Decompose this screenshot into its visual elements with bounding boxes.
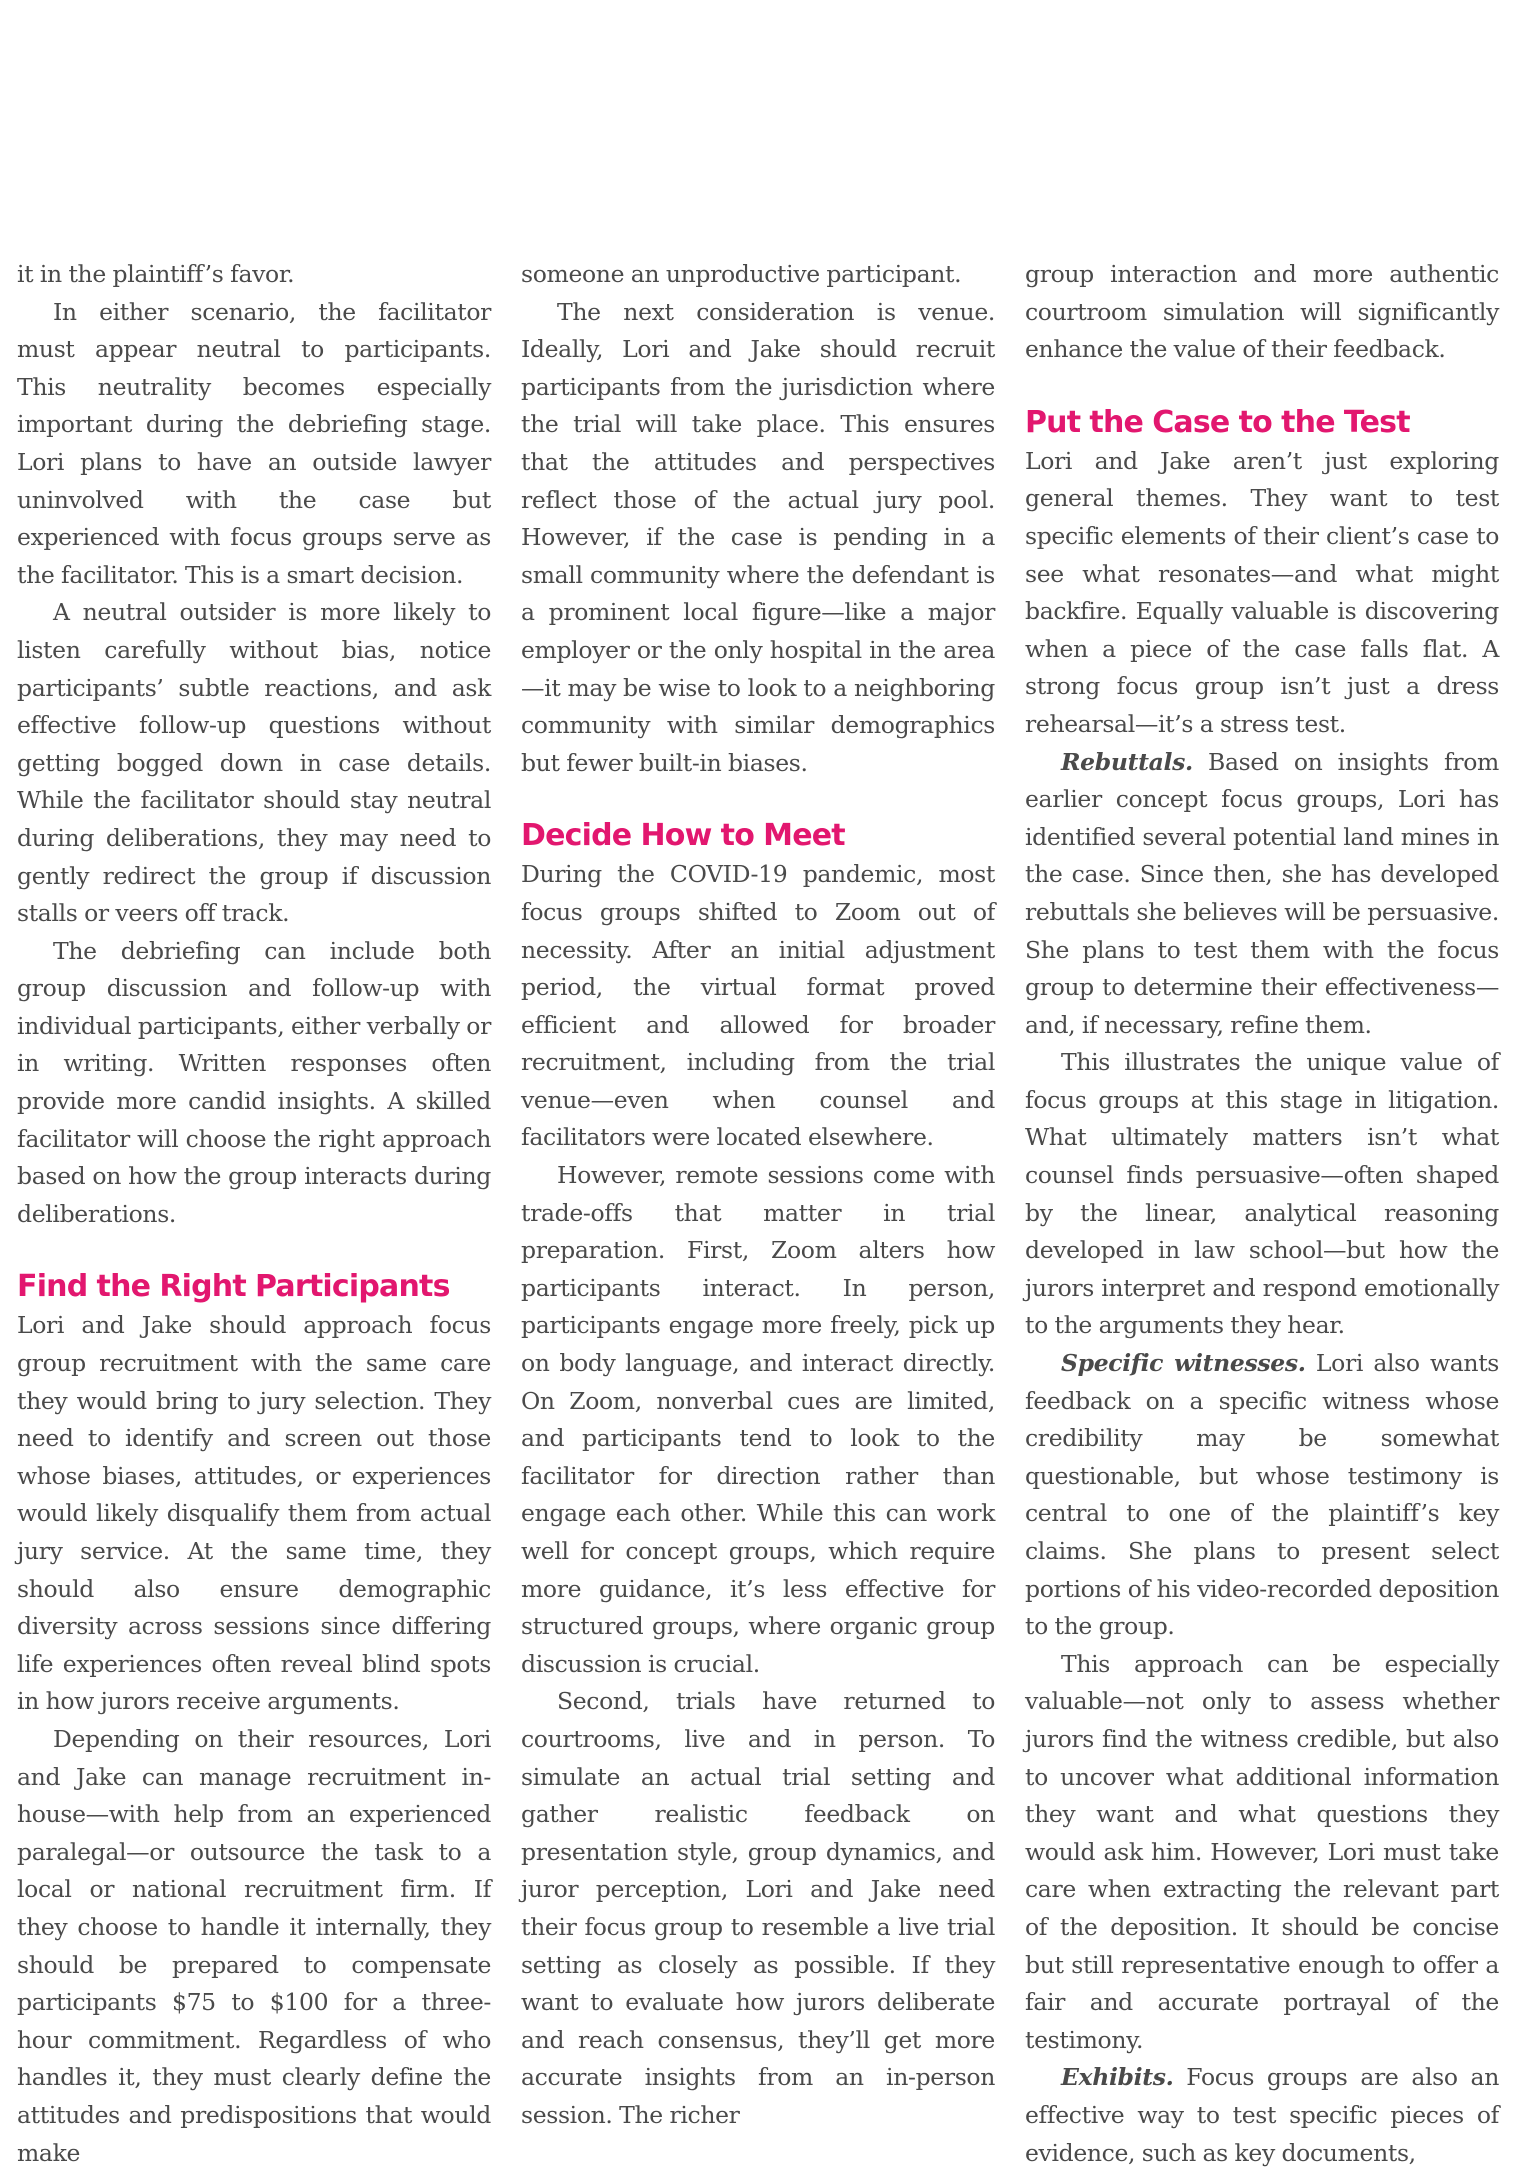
paragraph: This approach can be especially valuable—not only to assess whether jurors find the witness credible, but also to uncover what additional information they want and what questions they would ask him. However, Lori must take care when extracting the relevant part of the deposition. It should be concise but still representative enough to offer a fair and accurate portrayal of the testimony. [1025, 1649, 1499, 2054]
paragraph: During the COVID-19 pandemic, most focus groups shifted to Zoom out of necessity. After an initial adjustment period, the virtual format proved efficient and allowed for broader recruitment, including from the trial venue—even when counsel and facilitators were located elsewhere. [521, 860, 995, 1152]
section-heading: Decide How to Meet [521, 818, 845, 854]
article-column-3 [1025, 256, 1499, 2172]
run-in-heading: Exhibits. [1061, 2063, 1174, 2092]
paragraph: someone an unproductive participant. [521, 260, 962, 288]
paragraph [1025, 744, 1499, 1045]
paragraph: it in the plaintiff’s favor. [17, 260, 295, 288]
section-heading: Find the Right Participants [17, 1269, 450, 1305]
paragraph: The debriefing can include both group discussion and follow-up with individual participants, either verbally or in writing. Written responses often provide more candid insights. A skilled facilitator will choose the right approach based on how the group interacts during deliberations. [17, 936, 491, 1228]
paragraph: This illustrates the unique value of focus groups at this stage in litigation. What ultimately matters isn’t what counsel finds persuasive—often shaped by the linear, analytical reasoning developed in law school—but how the jurors interpret and respond emotionally to the arguments they hear. [1025, 1048, 1499, 1340]
paragraph: In either scenario, the facilitator must appear neutral to participants. This neutrality becomes especially important during the debriefing stage. Lori plans to have an outside lawyer uninvolved with the case but experienced with focus groups serve as the facilitator. This is a smart decision. [17, 297, 491, 589]
paragraph: Lori and Jake should approach focus group recruitment with the same care they would bring to jury selection. They need to identify and screen out those whose biases, attitudes, or experiences would likely disqualify them from actual jury service. At the same time, they should also ensure demographic diversity across sessions since differing life experiences often reveal blind spots in how jurors receive arguments. [17, 1311, 491, 1716]
paragraph: Depending on their resources, Lori and Jake can manage recruitment in-house—with help from an experienced paralegal—or outsource the task to a local or national recruitment firm. If they choose to handle it internally, they should be prepared to compensate participants $75 to $100 for a three-hour commitment. Regardless of who handles it, they must clearly define the attitudes and predispositions that would make [17, 1724, 491, 2167]
paragraph: group interaction and more authentic courtroom simulation will significantly enhance the value of their feedback. [1025, 260, 1499, 364]
paragraph-text: Lori also wants feedback on a specific witness whose credibility may be somewhat questionable, but whose testimony is central to one of the plaintiff’s key claims. She plans to present select portions of his video-recorded deposition to the group. [1025, 1349, 1500, 1641]
paragraph: Lori and Jake aren’t just exploring general themes. They want to test specific elements of their client’s case to see what resonates—and what might backfire. Equally valuable is discovering when a piece of the case falls flat. A strong focus group isn’t just a dress rehearsal—it’s a stress test. [1025, 446, 1499, 738]
paragraph: However, remote sessions come with trade-offs that matter in trial preparation. First, Zoom alters how participants interact. In person, participants engage more freely, pick up on body language, and interact directly. On Zoom, nonverbal cues are limited, and participants tend to look to the facilitator for direction rather than engage each other. While this can work well for concept groups, which require more guidance, it’s less effective for structured groups, where organic group discussion is crucial. [521, 1161, 995, 1678]
paragraph: Second, trials have returned to courtrooms, live and in person. To simulate an actual trial setting and gather realistic feedback on presentation style, group dynamics, and juror perception, Lori and Jake need their focus group to resemble a live trial setting as closely as possible. If they want to evaluate how jurors deliberate and reach consensus, they’ll get more accurate insights from an in-person session. The richer [521, 1687, 995, 2129]
paragraph-text: Focus groups are also an effective way to test specific pieces of evidence, such as key documents, [1025, 2063, 1499, 2167]
section-heading: Put the Case to the Test [1025, 404, 1410, 440]
run-in-heading: Rebuttals. [1061, 747, 1193, 776]
paragraph: The next consideration is venue. Ideally, Lori and Jake should recruit participants from the jurisdiction where the trial will take place. This ensures that the attitudes and perspectives reflect those of the actual jury pool. However, if the case is pending in a small community where the defendant is a prominent local figure—like a major employer or the only hospital in the area—it may be wise to look to a neighboring community with similar demographics but fewer built-in biases. [521, 297, 995, 777]
paragraph: A neutral outsider is more likely to listen carefully without bias, notice participants’ subtle reactions, and ask effective follow-up questions without getting bogged down in case details. While the facilitator should stay neutral during deliberations, they may need to gently redirect the group if discussion stalls or veers off track. [17, 598, 491, 928]
run-in-heading: Specific witnesses. [1061, 1349, 1306, 1378]
paragraph [1025, 1345, 1499, 1646]
article-column-1 [17, 256, 491, 2172]
paragraph [1025, 2059, 1499, 2172]
paragraph-text: Based on insights from earlier concept focus groups, Lori has identified several potential land mines in the case. Since then, she has developed rebuttals she believes will be persuasive. She plans to test them with the focus group to determine their effectiveness—and, if necessary, refine them. [1025, 747, 1499, 1039]
article-column-2 [521, 256, 995, 2135]
